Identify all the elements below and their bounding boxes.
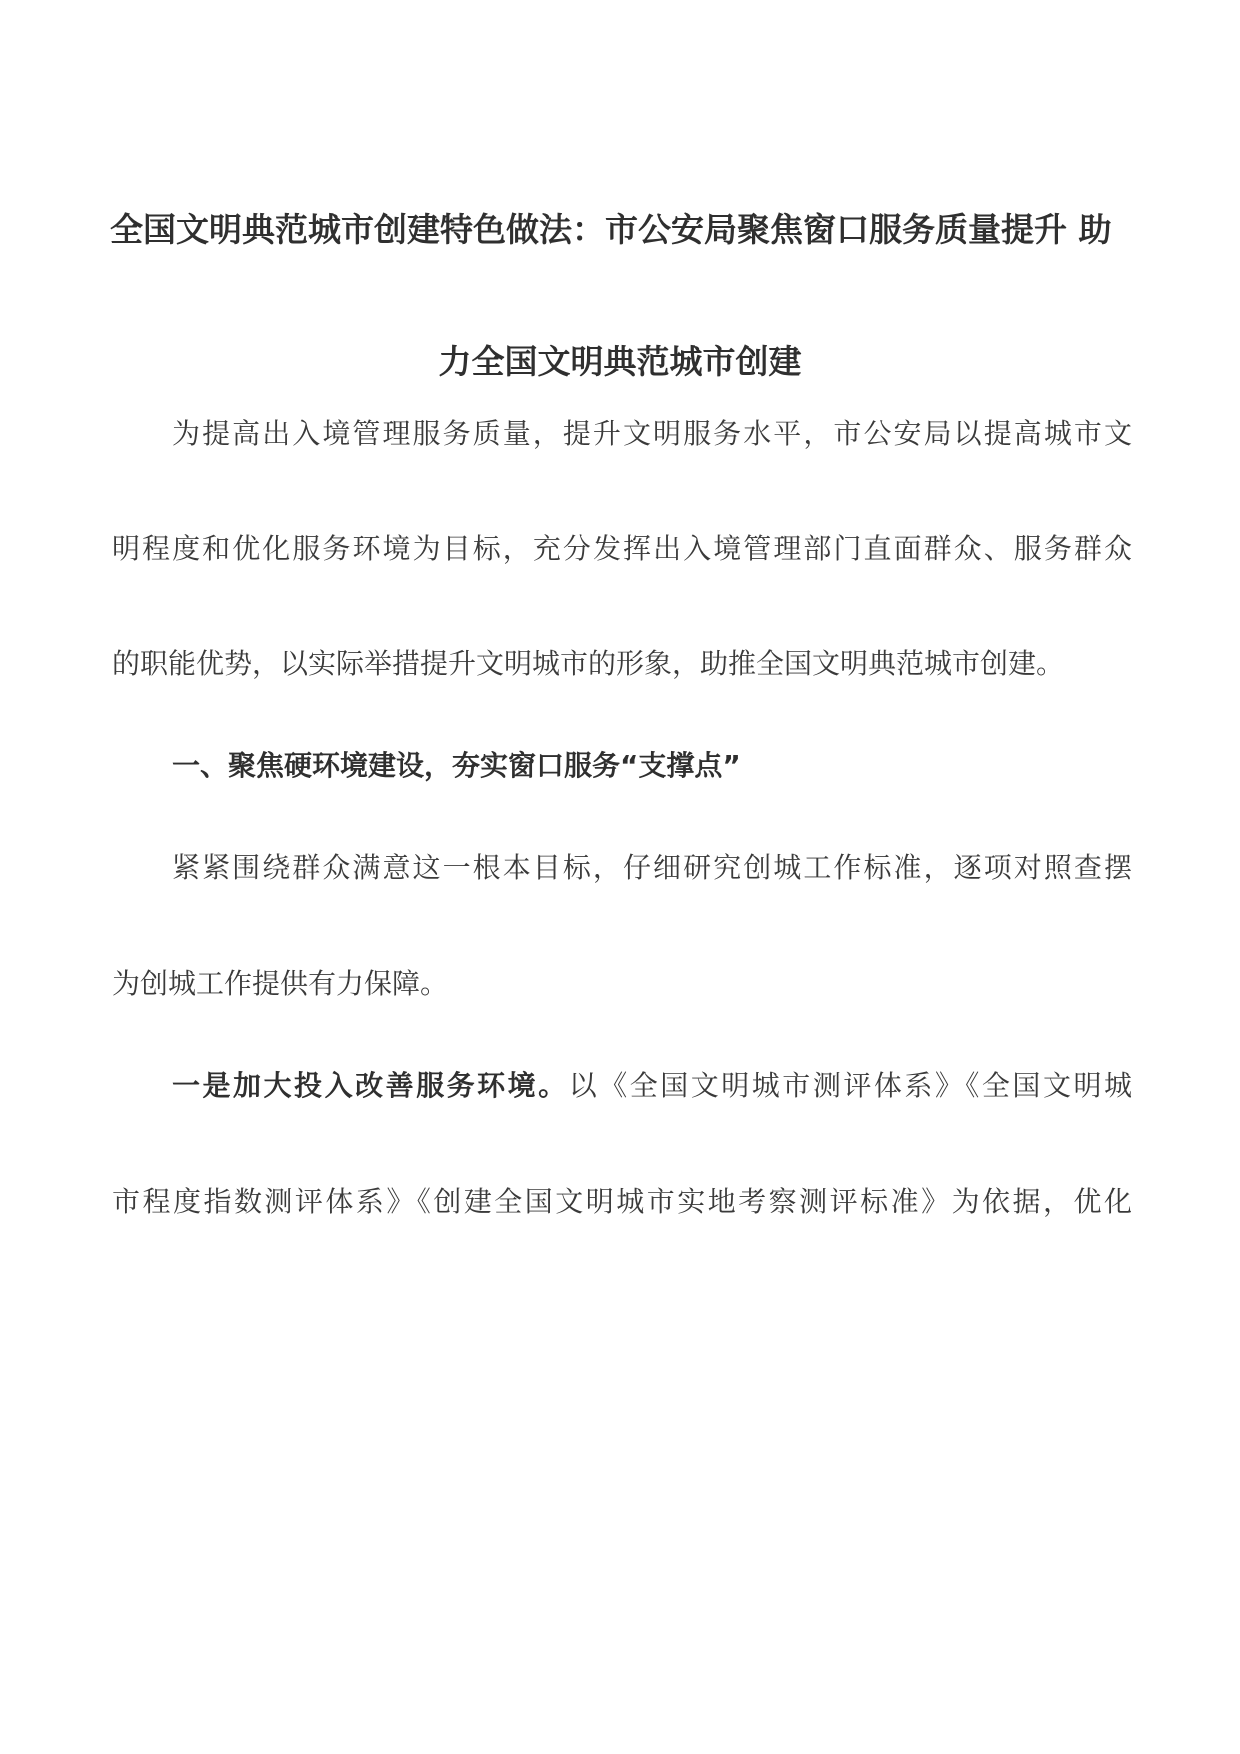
section-1-paragraph-line-2: 为创城工作提供有力保障。 [112, 967, 449, 1000]
point-1-paragraph-line-1 [172, 1066, 1132, 1106]
document-title-line-2: 力全国文明典范城市创建 [438, 342, 802, 381]
intro-paragraph-line-3: 的职能优势，以实际举措提升文明城市的形象，助推全国文明典范城市创建。 [112, 647, 1065, 680]
section-1-heading: 一、聚焦硬环境建设，夯实窗口服务“支撑点” [172, 749, 741, 782]
intro-paragraph-line-1: 为提高出入境管理服务质量，提升文明服务水平，市公安局以提高城市文 [172, 417, 1132, 450]
intro-paragraph-line-2: 明程度和优化服务环境为目标，充分发挥出入境管理部门直面群众、服务群众 [112, 532, 1132, 565]
point-1-line-1-text: 以《全国文明城市测评体系》《全国文明城 [568, 1069, 1132, 1102]
section-1-paragraph-line-1: 紧紧围绕群众满意这一根本目标，仔细研究创城工作标准，逐项对照查摆 [172, 851, 1132, 884]
point-1-paragraph-line-2: 市程度指数测评体系》《创建全国文明城市实地考察测评标准》为依据，优化 [112, 1185, 1132, 1218]
document-title-line-1: 全国文明典范城市创建特色做法：市公安局聚焦窗口服务质量提升 助 [110, 210, 1112, 249]
point-1-lead: 一是加大投入改善服务环境。 [172, 1069, 569, 1102]
